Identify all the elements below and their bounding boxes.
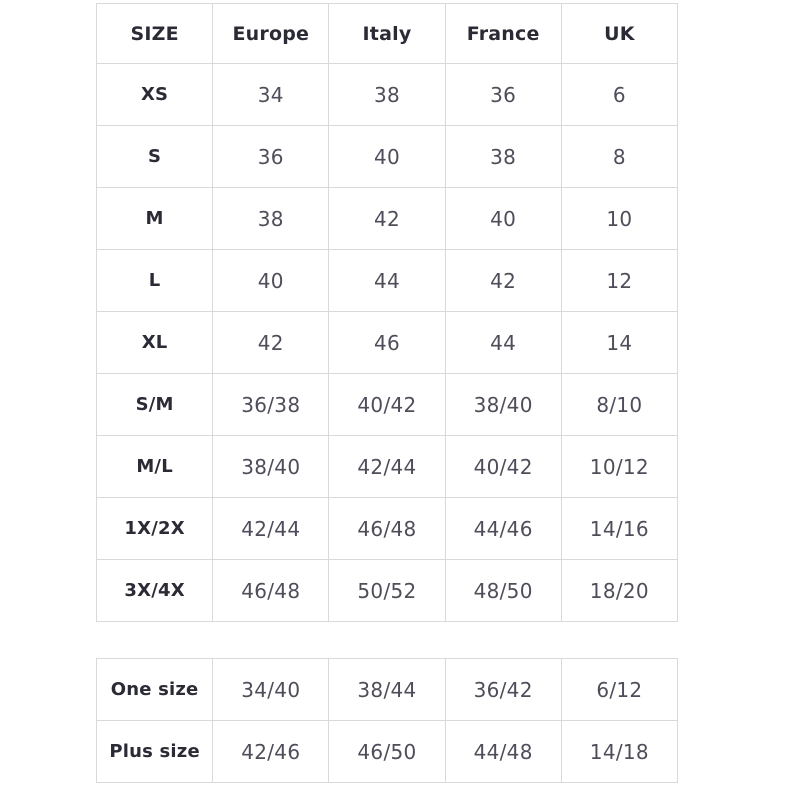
italy-value-cell: 38 (329, 64, 445, 126)
europe-value-cell: 38 (213, 188, 329, 250)
france-value-cell: 38/40 (445, 374, 561, 436)
header-cell-italy: Italy (329, 4, 445, 64)
france-value-cell: 40/42 (445, 436, 561, 498)
size-label-cell: XS (97, 64, 213, 126)
size-label-cell: 3X/4X (97, 560, 213, 622)
italy-value-cell: 42 (329, 188, 445, 250)
france-value-cell: 40 (445, 188, 561, 250)
table-row-ml (97, 436, 678, 498)
france-value-cell: 36/42 (445, 659, 561, 721)
europe-value-cell: 42 (213, 312, 329, 374)
size-label-cell: S (97, 126, 213, 188)
table-row-plus-size (97, 721, 678, 783)
uk-value-cell: 10 (561, 188, 677, 250)
size-label-cell: L (97, 250, 213, 312)
italy-value-cell: 42/44 (329, 436, 445, 498)
italy-value-cell: 46/50 (329, 721, 445, 783)
uk-value-cell: 14/16 (561, 498, 677, 560)
europe-value-cell: 38/40 (213, 436, 329, 498)
size-conversion-table (96, 3, 678, 622)
europe-value-cell: 36 (213, 126, 329, 188)
size-chart (96, 3, 678, 783)
italy-value-cell: 44 (329, 250, 445, 312)
italy-value-cell: 46 (329, 312, 445, 374)
france-value-cell: 38 (445, 126, 561, 188)
italy-value-cell: 40/42 (329, 374, 445, 436)
size-label-cell: One size (97, 659, 213, 721)
size-label-cell: 1X/2X (97, 498, 213, 560)
italy-value-cell: 38/44 (329, 659, 445, 721)
france-value-cell: 44/48 (445, 721, 561, 783)
uk-value-cell: 8 (561, 126, 677, 188)
europe-value-cell: 36/38 (213, 374, 329, 436)
table-row-sm (97, 374, 678, 436)
europe-value-cell: 46/48 (213, 560, 329, 622)
size-label-cell: S/M (97, 374, 213, 436)
uk-value-cell: 14 (561, 312, 677, 374)
table-row-one-size (97, 659, 678, 721)
france-value-cell: 36 (445, 64, 561, 126)
size-label-cell: XL (97, 312, 213, 374)
table-row-3x4x (97, 560, 678, 622)
size-label-cell: Plus size (97, 721, 213, 783)
table-row-l (97, 250, 678, 312)
france-value-cell: 48/50 (445, 560, 561, 622)
france-value-cell: 44 (445, 312, 561, 374)
uk-value-cell: 12 (561, 250, 677, 312)
uk-value-cell: 8/10 (561, 374, 677, 436)
table-row-xl (97, 312, 678, 374)
table-gap (96, 622, 678, 658)
header-row (97, 4, 678, 64)
uk-value-cell: 14/18 (561, 721, 677, 783)
size-label-cell: M (97, 188, 213, 250)
france-value-cell: 42 (445, 250, 561, 312)
header-cell-france: France (445, 4, 561, 64)
table-row-s (97, 126, 678, 188)
header-cell-uk: UK (561, 4, 677, 64)
uk-value-cell: 18/20 (561, 560, 677, 622)
uk-value-cell: 10/12 (561, 436, 677, 498)
header-cell-size: SIZE (97, 4, 213, 64)
uk-value-cell: 6/12 (561, 659, 677, 721)
italy-value-cell: 40 (329, 126, 445, 188)
italy-value-cell: 46/48 (329, 498, 445, 560)
table-row-xs (97, 64, 678, 126)
table-row-1x2x (97, 498, 678, 560)
italy-value-cell: 50/52 (329, 560, 445, 622)
header-cell-europe: Europe (213, 4, 329, 64)
special-sizes-table (96, 658, 678, 783)
europe-value-cell: 40 (213, 250, 329, 312)
table-row-m (97, 188, 678, 250)
france-value-cell: 44/46 (445, 498, 561, 560)
europe-value-cell: 42/44 (213, 498, 329, 560)
europe-value-cell: 34 (213, 64, 329, 126)
europe-value-cell: 42/46 (213, 721, 329, 783)
uk-value-cell: 6 (561, 64, 677, 126)
size-label-cell: M/L (97, 436, 213, 498)
europe-value-cell: 34/40 (213, 659, 329, 721)
